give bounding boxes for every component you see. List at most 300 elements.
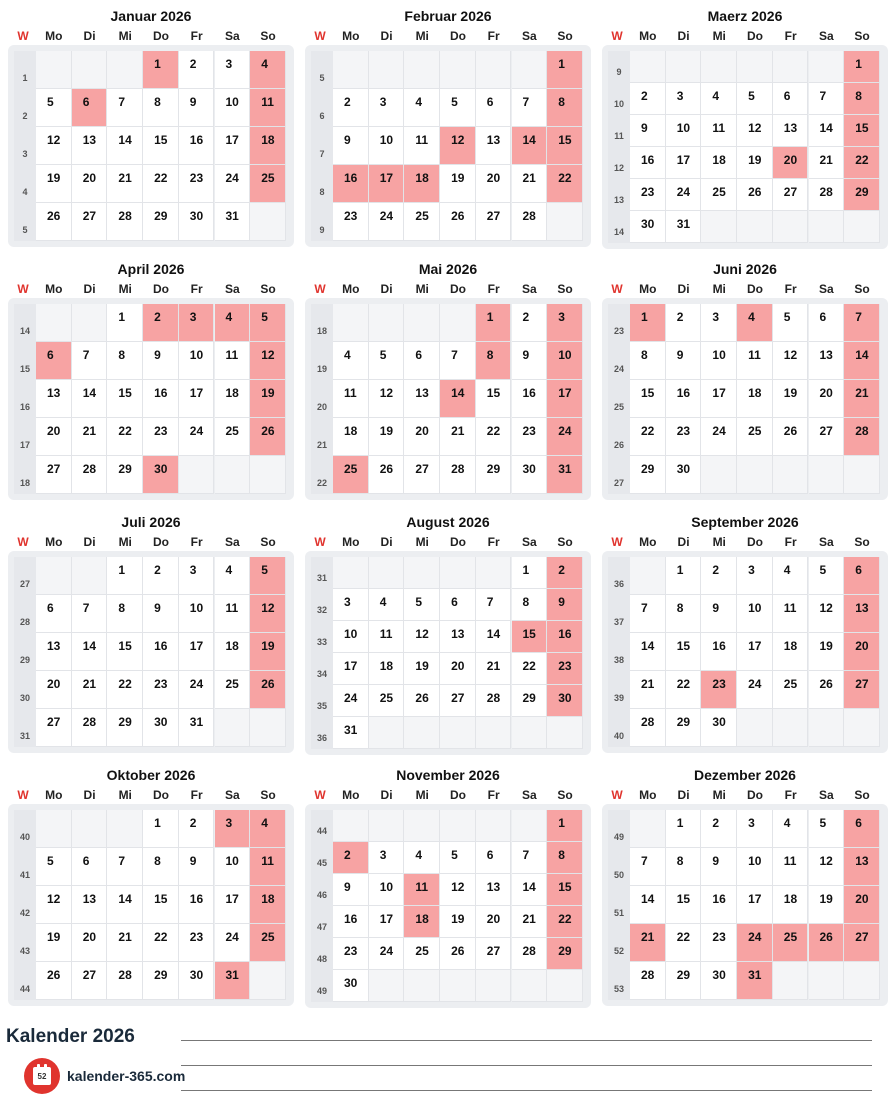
day-cell[interactable]: 6: [72, 848, 108, 886]
day-cell[interactable]: 23: [179, 165, 215, 203]
day-cell[interactable]: 25: [773, 924, 809, 962]
day-cell[interactable]: 18: [701, 147, 737, 179]
day-cell[interactable]: 11: [215, 342, 251, 380]
day-cell[interactable]: 29: [666, 709, 702, 747]
day-cell[interactable]: 3: [547, 304, 583, 342]
day-cell[interactable]: 22: [630, 418, 666, 456]
day-cell[interactable]: 28: [72, 456, 108, 494]
day-cell[interactable]: 5: [809, 557, 845, 595]
day-cell[interactable]: 10: [215, 848, 251, 886]
day-cell[interactable]: 18: [333, 418, 369, 456]
day-cell[interactable]: 22: [844, 147, 880, 179]
day-cell[interactable]: 30: [547, 685, 583, 717]
day-cell[interactable]: 21: [630, 924, 666, 962]
day-cell[interactable]: 16: [333, 165, 369, 203]
day-cell[interactable]: 28: [630, 709, 666, 747]
day-cell[interactable]: 13: [844, 595, 880, 633]
day-cell[interactable]: 1: [107, 557, 143, 595]
day-cell[interactable]: 27: [36, 709, 72, 747]
day-cell[interactable]: 13: [404, 380, 440, 418]
day-cell[interactable]: 13: [476, 874, 512, 906]
day-cell[interactable]: 14: [630, 633, 666, 671]
day-cell[interactable]: 17: [179, 380, 215, 418]
day-cell[interactable]: 23: [630, 179, 666, 211]
day-cell[interactable]: 10: [666, 115, 702, 147]
day-cell[interactable]: 23: [179, 924, 215, 962]
day-cell[interactable]: 18: [250, 127, 286, 165]
day-cell[interactable]: 8: [107, 342, 143, 380]
day-cell[interactable]: 3: [737, 810, 773, 848]
day-cell[interactable]: 22: [143, 165, 179, 203]
day-cell[interactable]: 17: [737, 633, 773, 671]
day-cell[interactable]: 4: [369, 589, 405, 621]
day-cell[interactable]: 31: [215, 962, 251, 1000]
day-cell[interactable]: 9: [701, 595, 737, 633]
day-cell[interactable]: 9: [666, 342, 702, 380]
day-cell[interactable]: 3: [369, 89, 405, 127]
day-cell[interactable]: 12: [809, 848, 845, 886]
day-cell[interactable]: 1: [547, 51, 583, 89]
day-cell[interactable]: 25: [215, 418, 251, 456]
day-cell[interactable]: 14: [512, 127, 548, 165]
day-cell[interactable]: 6: [844, 557, 880, 595]
day-cell[interactable]: 28: [107, 962, 143, 1000]
day-cell[interactable]: 5: [36, 848, 72, 886]
day-cell[interactable]: 27: [440, 685, 476, 717]
day-cell[interactable]: 8: [143, 848, 179, 886]
day-cell[interactable]: 25: [369, 685, 405, 717]
day-cell[interactable]: 6: [476, 89, 512, 127]
day-cell[interactable]: 9: [143, 342, 179, 380]
day-cell[interactable]: 1: [143, 810, 179, 848]
day-cell[interactable]: 20: [36, 418, 72, 456]
day-cell[interactable]: 27: [809, 418, 845, 456]
day-cell[interactable]: 2: [143, 304, 179, 342]
day-cell[interactable]: 17: [666, 147, 702, 179]
day-cell[interactable]: 21: [440, 418, 476, 456]
day-cell[interactable]: 11: [737, 342, 773, 380]
day-cell[interactable]: 2: [701, 557, 737, 595]
day-cell[interactable]: 8: [512, 589, 548, 621]
site-link[interactable]: kalender-365.com: [67, 1068, 186, 1084]
day-cell[interactable]: 12: [440, 127, 476, 165]
day-cell[interactable]: 23: [143, 671, 179, 709]
day-cell[interactable]: 19: [440, 165, 476, 203]
day-cell[interactable]: 31: [179, 709, 215, 747]
day-cell[interactable]: 10: [179, 595, 215, 633]
day-cell[interactable]: 2: [701, 810, 737, 848]
day-cell[interactable]: 10: [737, 848, 773, 886]
day-cell[interactable]: 1: [844, 51, 880, 83]
day-cell[interactable]: 19: [440, 906, 476, 938]
day-cell[interactable]: 31: [666, 211, 702, 243]
day-cell[interactable]: 30: [630, 211, 666, 243]
day-cell[interactable]: 20: [809, 380, 845, 418]
day-cell[interactable]: 18: [215, 380, 251, 418]
day-cell[interactable]: 25: [333, 456, 369, 494]
day-cell[interactable]: 14: [512, 874, 548, 906]
day-cell[interactable]: 28: [844, 418, 880, 456]
day-cell[interactable]: 10: [737, 595, 773, 633]
day-cell[interactable]: 19: [250, 380, 286, 418]
day-cell[interactable]: 7: [630, 595, 666, 633]
day-cell[interactable]: 22: [107, 671, 143, 709]
day-cell[interactable]: 22: [143, 924, 179, 962]
day-cell[interactable]: 5: [404, 589, 440, 621]
day-cell[interactable]: 24: [179, 418, 215, 456]
day-cell[interactable]: 28: [512, 938, 548, 970]
day-cell[interactable]: 15: [107, 380, 143, 418]
day-cell[interactable]: 12: [36, 886, 72, 924]
day-cell[interactable]: 16: [143, 633, 179, 671]
day-cell[interactable]: 19: [404, 653, 440, 685]
day-cell[interactable]: 13: [476, 127, 512, 165]
day-cell[interactable]: 29: [107, 709, 143, 747]
day-cell[interactable]: 27: [844, 924, 880, 962]
day-cell[interactable]: 20: [72, 924, 108, 962]
day-cell[interactable]: 14: [476, 621, 512, 653]
day-cell[interactable]: 28: [476, 685, 512, 717]
day-cell[interactable]: 7: [72, 595, 108, 633]
day-cell[interactable]: 5: [250, 557, 286, 595]
day-cell[interactable]: 1: [512, 557, 548, 589]
day-cell[interactable]: 1: [476, 304, 512, 342]
day-cell[interactable]: 15: [547, 874, 583, 906]
day-cell[interactable]: 16: [630, 147, 666, 179]
day-cell[interactable]: 8: [143, 89, 179, 127]
day-cell[interactable]: 19: [809, 886, 845, 924]
day-cell[interactable]: 7: [72, 342, 108, 380]
day-cell[interactable]: 26: [440, 938, 476, 970]
day-cell[interactable]: 28: [630, 962, 666, 1000]
day-cell[interactable]: 29: [476, 456, 512, 494]
day-cell[interactable]: 11: [215, 595, 251, 633]
day-cell[interactable]: 20: [72, 165, 108, 203]
day-cell[interactable]: 11: [404, 127, 440, 165]
day-cell[interactable]: 21: [512, 906, 548, 938]
day-cell[interactable]: 14: [72, 380, 108, 418]
day-cell[interactable]: 29: [630, 456, 666, 494]
day-cell[interactable]: 7: [512, 89, 548, 127]
day-cell[interactable]: 3: [215, 51, 251, 89]
day-cell[interactable]: 23: [512, 418, 548, 456]
day-cell[interactable]: 26: [809, 924, 845, 962]
day-cell[interactable]: 8: [547, 842, 583, 874]
day-cell[interactable]: 12: [404, 621, 440, 653]
day-cell[interactable]: 7: [512, 842, 548, 874]
day-cell[interactable]: 17: [179, 633, 215, 671]
day-cell[interactable]: 12: [773, 342, 809, 380]
day-cell[interactable]: 17: [333, 653, 369, 685]
day-cell[interactable]: 5: [773, 304, 809, 342]
day-cell[interactable]: 16: [179, 886, 215, 924]
day-cell[interactable]: 4: [737, 304, 773, 342]
day-cell[interactable]: 5: [737, 83, 773, 115]
day-cell[interactable]: 13: [72, 886, 108, 924]
day-cell[interactable]: 22: [666, 924, 702, 962]
day-cell[interactable]: 30: [666, 456, 702, 494]
day-cell[interactable]: 7: [844, 304, 880, 342]
day-cell[interactable]: 13: [809, 342, 845, 380]
day-cell[interactable]: 9: [143, 595, 179, 633]
day-cell[interactable]: 12: [250, 595, 286, 633]
day-cell[interactable]: 11: [250, 89, 286, 127]
day-cell[interactable]: 28: [512, 203, 548, 241]
day-cell[interactable]: 9: [701, 848, 737, 886]
day-cell[interactable]: 29: [143, 962, 179, 1000]
day-cell[interactable]: 15: [630, 380, 666, 418]
day-cell[interactable]: 5: [440, 842, 476, 874]
day-cell[interactable]: 23: [143, 418, 179, 456]
day-cell[interactable]: 8: [630, 342, 666, 380]
day-cell[interactable]: 16: [701, 886, 737, 924]
day-cell[interactable]: 3: [179, 304, 215, 342]
day-cell[interactable]: 15: [476, 380, 512, 418]
day-cell[interactable]: 24: [333, 685, 369, 717]
day-cell[interactable]: 20: [476, 906, 512, 938]
day-cell[interactable]: 14: [809, 115, 845, 147]
day-cell[interactable]: 11: [701, 115, 737, 147]
day-cell[interactable]: 20: [404, 418, 440, 456]
day-cell[interactable]: 2: [666, 304, 702, 342]
day-cell[interactable]: 27: [476, 203, 512, 241]
day-cell[interactable]: 3: [333, 589, 369, 621]
day-cell[interactable]: 4: [250, 810, 286, 848]
day-cell[interactable]: 29: [547, 938, 583, 970]
day-cell[interactable]: 29: [666, 962, 702, 1000]
day-cell[interactable]: 9: [333, 874, 369, 906]
day-cell[interactable]: 17: [369, 906, 405, 938]
day-cell[interactable]: 29: [107, 456, 143, 494]
day-cell[interactable]: 12: [809, 595, 845, 633]
day-cell[interactable]: 10: [333, 621, 369, 653]
day-cell[interactable]: 9: [179, 848, 215, 886]
day-cell[interactable]: 17: [215, 886, 251, 924]
day-cell[interactable]: 27: [476, 938, 512, 970]
day-cell[interactable]: 18: [773, 633, 809, 671]
day-cell[interactable]: 5: [369, 342, 405, 380]
day-cell[interactable]: 30: [701, 709, 737, 747]
day-cell[interactable]: 10: [369, 874, 405, 906]
day-cell[interactable]: 29: [844, 179, 880, 211]
day-cell[interactable]: 23: [666, 418, 702, 456]
day-cell[interactable]: 26: [440, 203, 476, 241]
day-cell[interactable]: 17: [215, 127, 251, 165]
day-cell[interactable]: 21: [809, 147, 845, 179]
day-cell[interactable]: 14: [630, 886, 666, 924]
day-cell[interactable]: 13: [773, 115, 809, 147]
day-cell[interactable]: 30: [179, 203, 215, 241]
day-cell[interactable]: 26: [36, 203, 72, 241]
day-cell[interactable]: 4: [215, 304, 251, 342]
day-cell[interactable]: 25: [737, 418, 773, 456]
day-cell[interactable]: 18: [215, 633, 251, 671]
day-cell[interactable]: 12: [440, 874, 476, 906]
day-cell[interactable]: 8: [666, 848, 702, 886]
day-cell[interactable]: 27: [844, 671, 880, 709]
day-cell[interactable]: 5: [809, 810, 845, 848]
day-cell[interactable]: 15: [143, 127, 179, 165]
day-cell[interactable]: 11: [773, 595, 809, 633]
day-cell[interactable]: 7: [630, 848, 666, 886]
day-cell[interactable]: 6: [809, 304, 845, 342]
day-cell[interactable]: 8: [476, 342, 512, 380]
day-cell[interactable]: 5: [440, 89, 476, 127]
day-cell[interactable]: 25: [773, 671, 809, 709]
day-cell[interactable]: 4: [773, 557, 809, 595]
day-cell[interactable]: 5: [36, 89, 72, 127]
day-cell[interactable]: 3: [701, 304, 737, 342]
day-cell[interactable]: 26: [369, 456, 405, 494]
day-cell[interactable]: 14: [844, 342, 880, 380]
day-cell[interactable]: 31: [215, 203, 251, 241]
day-cell[interactable]: 11: [250, 848, 286, 886]
day-cell[interactable]: 26: [36, 962, 72, 1000]
day-cell[interactable]: 30: [701, 962, 737, 1000]
day-cell[interactable]: 2: [179, 51, 215, 89]
day-cell[interactable]: 17: [369, 165, 405, 203]
day-cell[interactable]: 21: [107, 165, 143, 203]
day-cell[interactable]: 15: [666, 886, 702, 924]
day-cell[interactable]: 13: [440, 621, 476, 653]
day-cell[interactable]: 23: [701, 924, 737, 962]
day-cell[interactable]: 8: [666, 595, 702, 633]
day-cell[interactable]: 20: [844, 633, 880, 671]
day-cell[interactable]: 23: [333, 203, 369, 241]
day-cell[interactable]: 17: [547, 380, 583, 418]
day-cell[interactable]: 4: [215, 557, 251, 595]
day-cell[interactable]: 13: [72, 127, 108, 165]
day-cell[interactable]: 27: [72, 203, 108, 241]
day-cell[interactable]: 24: [547, 418, 583, 456]
day-cell[interactable]: 28: [107, 203, 143, 241]
day-cell[interactable]: 22: [547, 906, 583, 938]
day-cell[interactable]: 12: [36, 127, 72, 165]
day-cell[interactable]: 9: [630, 115, 666, 147]
day-cell[interactable]: 4: [701, 83, 737, 115]
day-cell[interactable]: 4: [404, 89, 440, 127]
day-cell[interactable]: 17: [737, 886, 773, 924]
day-cell[interactable]: 7: [809, 83, 845, 115]
day-cell[interactable]: 18: [369, 653, 405, 685]
day-cell[interactable]: 22: [107, 418, 143, 456]
day-cell[interactable]: 7: [476, 589, 512, 621]
day-cell[interactable]: 6: [844, 810, 880, 848]
day-cell[interactable]: 16: [547, 621, 583, 653]
day-cell[interactable]: 13: [844, 848, 880, 886]
day-cell[interactable]: 25: [215, 671, 251, 709]
day-cell[interactable]: 7: [440, 342, 476, 380]
day-cell[interactable]: 1: [547, 810, 583, 842]
day-cell[interactable]: 21: [844, 380, 880, 418]
day-cell[interactable]: 24: [179, 671, 215, 709]
day-cell[interactable]: 19: [737, 147, 773, 179]
day-cell[interactable]: 14: [107, 886, 143, 924]
day-cell[interactable]: 28: [72, 709, 108, 747]
day-cell[interactable]: 24: [701, 418, 737, 456]
day-cell[interactable]: 6: [404, 342, 440, 380]
day-cell[interactable]: 22: [512, 653, 548, 685]
day-cell[interactable]: 27: [72, 962, 108, 1000]
day-cell[interactable]: 25: [250, 924, 286, 962]
day-cell[interactable]: 4: [404, 842, 440, 874]
day-cell[interactable]: 24: [369, 203, 405, 241]
day-cell[interactable]: 3: [737, 557, 773, 595]
day-cell[interactable]: 2: [333, 842, 369, 874]
day-cell[interactable]: 24: [215, 165, 251, 203]
day-cell[interactable]: 11: [773, 848, 809, 886]
day-cell[interactable]: 2: [630, 83, 666, 115]
day-cell[interactable]: 21: [512, 165, 548, 203]
day-cell[interactable]: 19: [369, 418, 405, 456]
day-cell[interactable]: 20: [476, 165, 512, 203]
day-cell[interactable]: 30: [333, 970, 369, 1002]
day-cell[interactable]: 19: [36, 924, 72, 962]
day-cell[interactable]: 16: [666, 380, 702, 418]
day-cell[interactable]: 16: [701, 633, 737, 671]
day-cell[interactable]: 19: [250, 633, 286, 671]
day-cell[interactable]: 30: [179, 962, 215, 1000]
day-cell[interactable]: 14: [107, 127, 143, 165]
day-cell[interactable]: 4: [250, 51, 286, 89]
day-cell[interactable]: 28: [440, 456, 476, 494]
day-cell[interactable]: 26: [404, 685, 440, 717]
day-cell[interactable]: 15: [107, 633, 143, 671]
day-cell[interactable]: 14: [440, 380, 476, 418]
day-cell[interactable]: 23: [547, 653, 583, 685]
day-cell[interactable]: 31: [333, 717, 369, 749]
day-cell[interactable]: 9: [179, 89, 215, 127]
day-cell[interactable]: 24: [737, 671, 773, 709]
day-cell[interactable]: 20: [844, 886, 880, 924]
day-cell[interactable]: 18: [737, 380, 773, 418]
day-cell[interactable]: 6: [72, 89, 108, 127]
day-cell[interactable]: 27: [404, 456, 440, 494]
day-cell[interactable]: 21: [107, 924, 143, 962]
day-cell[interactable]: 26: [809, 671, 845, 709]
day-cell[interactable]: 9: [512, 342, 548, 380]
day-cell[interactable]: 28: [809, 179, 845, 211]
day-cell[interactable]: 24: [737, 924, 773, 962]
day-cell[interactable]: 15: [547, 127, 583, 165]
day-cell[interactable]: 6: [440, 589, 476, 621]
day-cell[interactable]: 19: [773, 380, 809, 418]
day-cell[interactable]: 6: [36, 595, 72, 633]
day-cell[interactable]: 7: [107, 89, 143, 127]
day-cell[interactable]: 27: [773, 179, 809, 211]
day-cell[interactable]: 15: [844, 115, 880, 147]
day-cell[interactable]: 3: [666, 83, 702, 115]
day-cell[interactable]: 4: [333, 342, 369, 380]
day-cell[interactable]: 26: [250, 418, 286, 456]
day-cell[interactable]: 19: [809, 633, 845, 671]
day-cell[interactable]: 18: [250, 886, 286, 924]
day-cell[interactable]: 16: [179, 127, 215, 165]
day-cell[interactable]: 6: [36, 342, 72, 380]
day-cell[interactable]: 11: [369, 621, 405, 653]
day-cell[interactable]: 13: [36, 380, 72, 418]
day-cell[interactable]: 9: [333, 127, 369, 165]
day-cell[interactable]: 6: [476, 842, 512, 874]
day-cell[interactable]: 21: [72, 671, 108, 709]
day-cell[interactable]: 9: [547, 589, 583, 621]
day-cell[interactable]: 20: [440, 653, 476, 685]
day-cell[interactable]: 7: [107, 848, 143, 886]
day-cell[interactable]: 24: [215, 924, 251, 962]
day-cell[interactable]: 4: [773, 810, 809, 848]
day-cell[interactable]: 25: [701, 179, 737, 211]
day-cell[interactable]: 29: [512, 685, 548, 717]
